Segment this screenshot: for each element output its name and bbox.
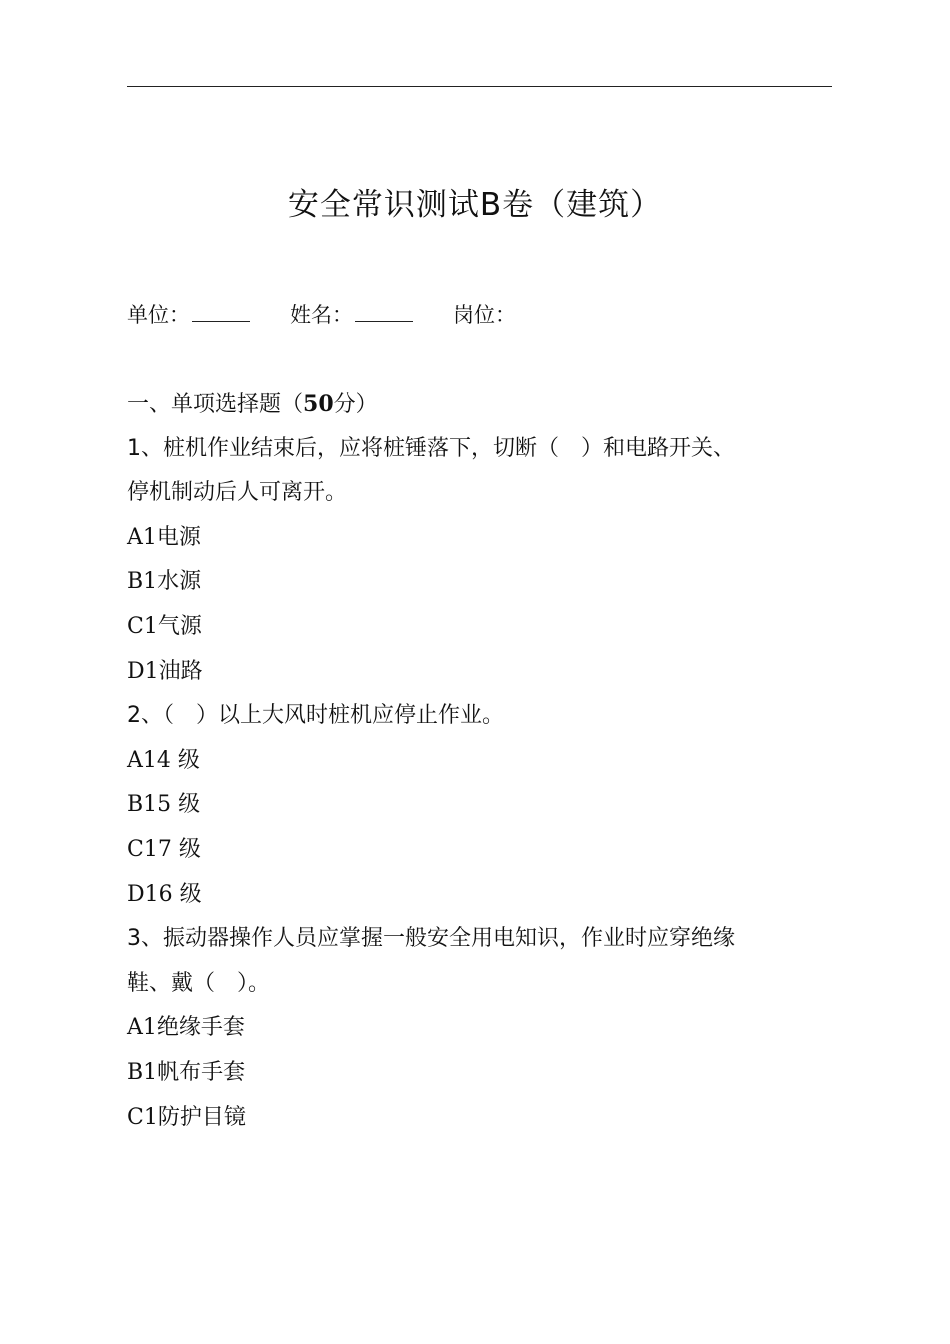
unit-blank[interactable] — [192, 299, 250, 322]
question-1-option-a — [127, 516, 837, 561]
option-text: 电源 — [156, 524, 201, 550]
option-text: 帆布手套 — [157, 1059, 246, 1085]
question-1-option-b — [127, 560, 837, 605]
question-3-stem-cont: 鞋、戴（ ）。 — [127, 970, 271, 996]
option-letter: D1 — [127, 658, 159, 684]
option-letter: B1 — [127, 792, 158, 818]
option-letter: B1 — [127, 1059, 158, 1085]
name-field — [290, 298, 413, 332]
position-label: 岗位： — [453, 303, 516, 327]
question-1-stem: 1、桩机作业结束后，应将桩锤落下，切断（ ）和电路开关、 — [127, 435, 735, 461]
option-letter: D1 — [127, 881, 159, 907]
option-letter: B1 — [127, 569, 158, 595]
question-3-option-b — [127, 1051, 837, 1096]
question-3-stem: 3、振动器操作人员应掌握一般安全用电知识，作业时应穿绝缘 — [127, 926, 735, 952]
option-text: 5 级 — [157, 792, 201, 818]
name-label: 姓名： — [290, 303, 353, 327]
option-letter: A1 — [127, 747, 157, 773]
question-3-option-c — [127, 1096, 837, 1141]
question-2-option-d — [127, 873, 837, 918]
question-2-option-c — [127, 828, 837, 873]
question-2-option-b — [127, 783, 837, 828]
question-1-option-c — [127, 605, 837, 650]
option-text: 绝缘手套 — [156, 1015, 245, 1041]
question-1-stem-cont: 停机制动后人可离开。 — [127, 480, 348, 506]
question-2-stem: 2、（ ）以上大风时桩机应停止作业。 — [127, 703, 504, 729]
section-heading — [127, 382, 837, 427]
name-blank[interactable] — [355, 299, 413, 322]
info-fields — [127, 298, 556, 332]
option-text: 防护目镜 — [157, 1104, 246, 1130]
option-text: 气源 — [157, 613, 202, 639]
option-text: 4 级 — [156, 747, 200, 773]
option-letter: A1 — [127, 524, 157, 550]
section-prefix: 一、单项选择题（ — [127, 392, 304, 417]
section-suffix: 分） — [333, 392, 378, 417]
header-rule — [127, 86, 832, 87]
unit-field — [127, 298, 250, 332]
option-text: 水源 — [157, 569, 202, 595]
question-list — [127, 382, 837, 1140]
document-title: 安全常识测试B卷（建筑） — [287, 187, 663, 223]
question-3-option-a — [127, 1006, 837, 1051]
option-text: 油路 — [158, 658, 203, 684]
option-text: 7 级 — [157, 836, 201, 862]
option-text: 6 级 — [158, 881, 202, 907]
option-letter: C1 — [127, 1104, 158, 1130]
question-2-option-a — [127, 739, 837, 784]
option-letter: A1 — [127, 1015, 157, 1041]
unit-label: 单位： — [127, 303, 190, 327]
option-letter: C1 — [127, 836, 158, 862]
section-points: 50 — [303, 391, 334, 417]
position-field — [453, 298, 516, 332]
option-letter: C1 — [127, 613, 158, 639]
question-1-option-d — [127, 650, 837, 695]
